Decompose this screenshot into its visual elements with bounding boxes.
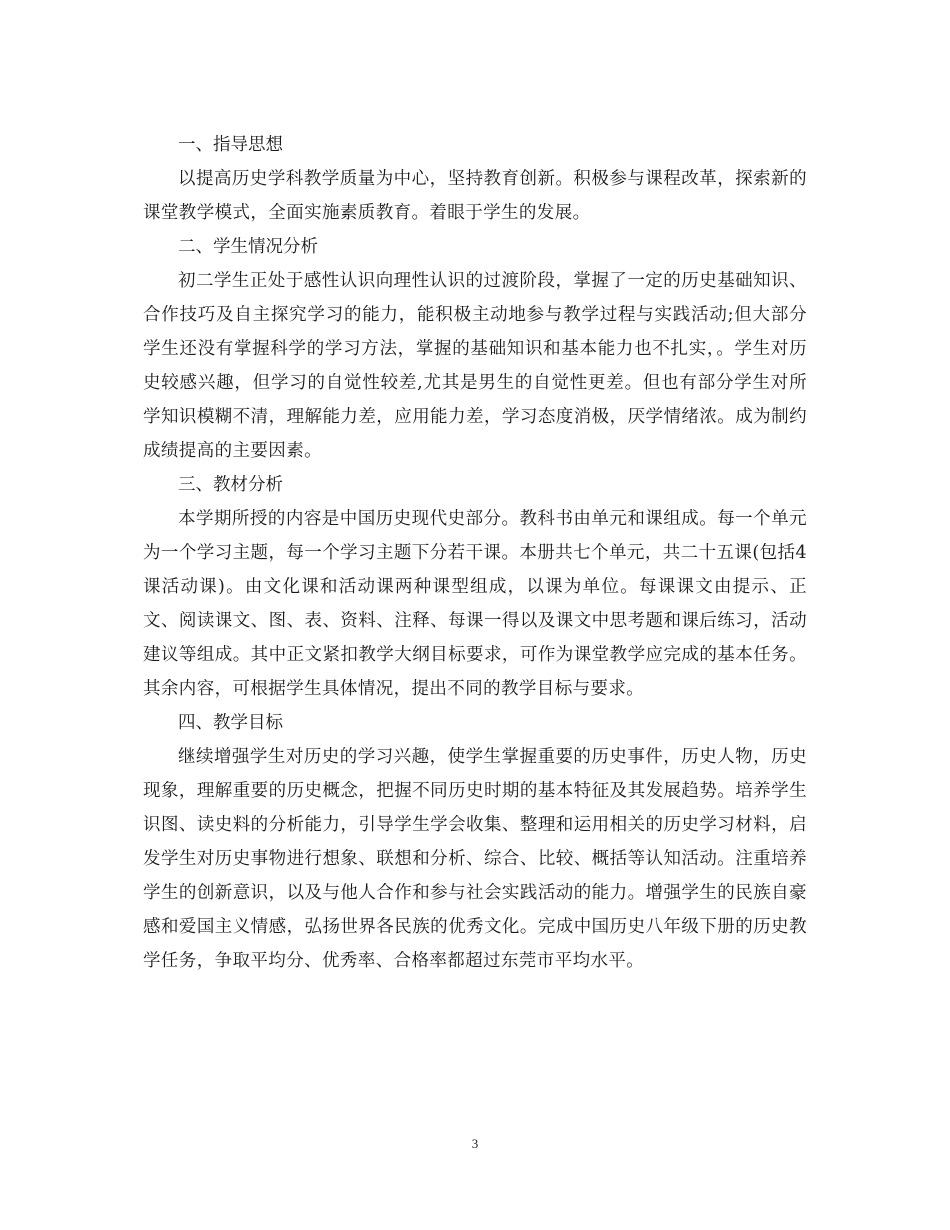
page-number: 3 — [471, 1136, 479, 1151]
section-body-textbook-analysis: 本学期所授的内容是中国历史现代史部分。教科书由单元和课组成。每一个单元为一个学习主题，每一个学习主题下分若干课。本册共七个单元，共二十五课(包括4课活动课)。由文化课和活动课两种课型组成，以课为单位。每课课文由提示、正文、阅读课文、图、表、资料、注释、每课一得以及课文中思考题和课后练习，活动建议等组成。其中正文紧扣教学大纲目标要求，可作为课堂教学应完成的基本任务。其余内容，可根据学生具体情况，提出不同的教学目标与要求。 — [143, 509, 807, 699]
section-body-teaching-goals: 继续增强学生对历史的学习兴趣，使学生掌握重要的历史事件，历史人物，历史现象，理解重要的历史概念，把握不同历史时期的基本特征及其发展趋势。培养学生识图、读史料的分析能力，引导学生学会收集、整理和运用相关的历史学习材料，启发学生对历史事物进行想象、联想和分析、综合、比较、概括等认知活动。注重培养学生的创新意识，以及与他人合作和参与社会实践活动的能力。增强学生的民族自豪感和爱国主义情感，弘扬世界各民族的优秀文化。完成中国历史八年级下册的历史教学任务，争取平均分、优秀率、合格率都超过东莞市平均水平。 — [143, 747, 807, 971]
section-body-student-analysis: 初二学生正处于感性认识向理性认识的过渡阶段，掌握了一定的历史基础知识、合作技巧及自主探究学习的能力，能积极主动地参与教学过程与实践活动;但大部分学生还没有掌握科学的学习方法，掌握的基础知识和基本能力也不扎实，。学生对历史较感兴趣，但学习的自觉性较差,尤其是男生的自觉性更差。但也有部分学生对所学知识模糊不清，理解能力差，应用能力差，学习态度消极，厌学情绪浓。成为制约成绩提高的主要因素。 — [143, 271, 807, 461]
section-heading-textbook-analysis: 三、教材分析 — [178, 475, 283, 495]
section-heading-teaching-goals: 四、教学目标 — [178, 713, 283, 733]
section-heading-guiding-ideology: 一、指导思想 — [178, 135, 283, 155]
section-body-guiding-ideology: 以提高历史学科教学质量为中心，坚持教育创新。积极参与课程改革，探索新的课堂教学模式，全面实施素质教育。着眼于学生的发展。 — [143, 169, 807, 223]
section-heading-student-analysis: 二、学生情况分析 — [178, 237, 318, 257]
document-body — [143, 128, 807, 978]
